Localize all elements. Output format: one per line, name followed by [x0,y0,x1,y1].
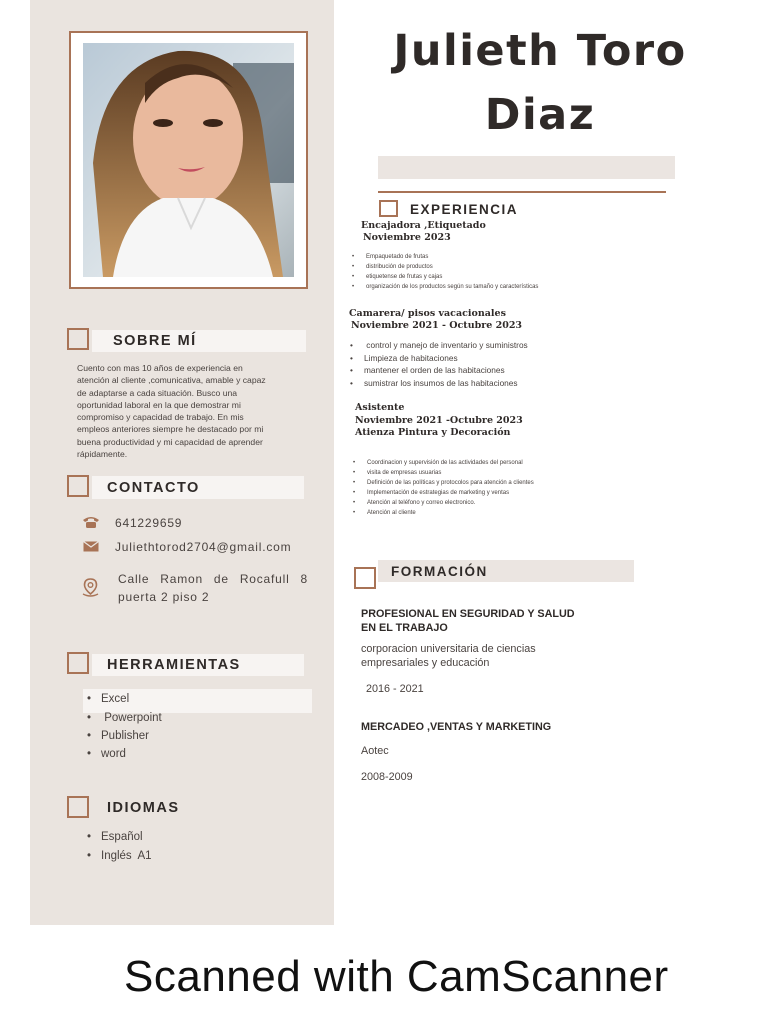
job-title: Asistente [355,402,405,413]
job-duties: • Empaquetado de frutas • distribución de productos • etiquetense de frutas y cajas • organización de los productos según su tamaño y características [366,253,538,293]
contact-header-square [67,475,89,497]
degree-title: MERCADEO ,VENTAS Y MARKETING [361,721,552,733]
education-dates: 2008-2009 [361,771,413,783]
education-title: FORMACIÓN [391,564,488,579]
name-line-1: Julieth Toro [393,26,687,76]
job-dates: Noviembre 2023 [363,232,451,243]
language-item: • Español [101,831,143,843]
profile-photo-frame [69,31,308,289]
profile-photo [83,43,294,277]
about-header-square [67,328,89,350]
education-dates: 2016 - 2021 [366,683,424,695]
profile-photo-image [83,43,294,277]
languages-header-square [67,796,89,818]
about-text: Cuento con mas 10 años de experiencia en atención al cliente ,comunicativa, amable y capaz de adaptarse a cada situación. Busco una oportunidad laboral en la que demostrar mi compromiso y capacidad de trabajo. En mis empleos anteriores siempre he destacado por mi buena productividad y mi capacidad de aprender rápidamente. [77,363,266,460]
email-address[interactable]: Juliethtorod2704@gmail.com [115,540,292,554]
contact-title: CONTACTO [107,480,200,496]
languages-title: IDIOMAS [107,800,180,816]
job-title: Encajadora ,Etiquetado [361,220,486,231]
phone-icon [82,516,100,529]
institution: corporacion universitaria de ciencias empresariales y educación [361,643,536,669]
location-pin-icon [82,578,99,597]
institution: Aotec [361,745,389,757]
tool-item: • Excel [101,693,129,705]
name-divider-line [378,191,666,193]
language-item: • Inglés A1 [101,850,152,862]
job-duties: • control y manejo de inventario y suministros • Limpieza de habitaciones • mantener el orden de las habitaciones • sumistrar los insumos de las habitaciones [364,339,528,389]
job-duties: • Coordinacion y supervisión de las actividades del personal • visita de empresas usuarias • Definición de las políticas y protocolos para atención a clientes • Implementación de estrategias de marketing y ventas • Atención al teléfono y correo electronico. • Atención al cliente [367,459,534,518]
experience-title: EXPERIENCIA [410,202,519,217]
mail-icon [83,541,99,552]
job-title: Camarera/ pisos vacacionales [349,308,506,319]
education-header-square [354,567,376,589]
experience-header-square [379,200,398,217]
degree-title: PROFESIONAL EN SEGURIDAD Y SALUD EN EL TRABAJO [361,608,575,634]
about-title: SOBRE MÍ [113,333,197,349]
tool-item: • word [101,748,126,760]
phone-number[interactable]: 641229659 [115,516,183,530]
tool-item: • Publisher [101,730,149,742]
job-dates: Noviembre 2021 - Octubre 2023 [351,320,523,331]
address: Calle Ramon de Rocafull 8 puerta 2 piso 2 [118,572,308,604]
scanner-watermark: Scanned with CamScanner [124,952,669,1001]
job-company: Atienza Pintura y Decoración [355,427,511,438]
tools-header-square [67,652,89,674]
tool-item: • Powerpoint [101,712,162,724]
tools-title: HERRAMIENTAS [107,657,241,673]
name-line-2: Diaz [484,90,596,140]
job-dates: Noviembre 2021 -Octubre 2023 [355,415,523,426]
name-underline-band [378,156,675,179]
